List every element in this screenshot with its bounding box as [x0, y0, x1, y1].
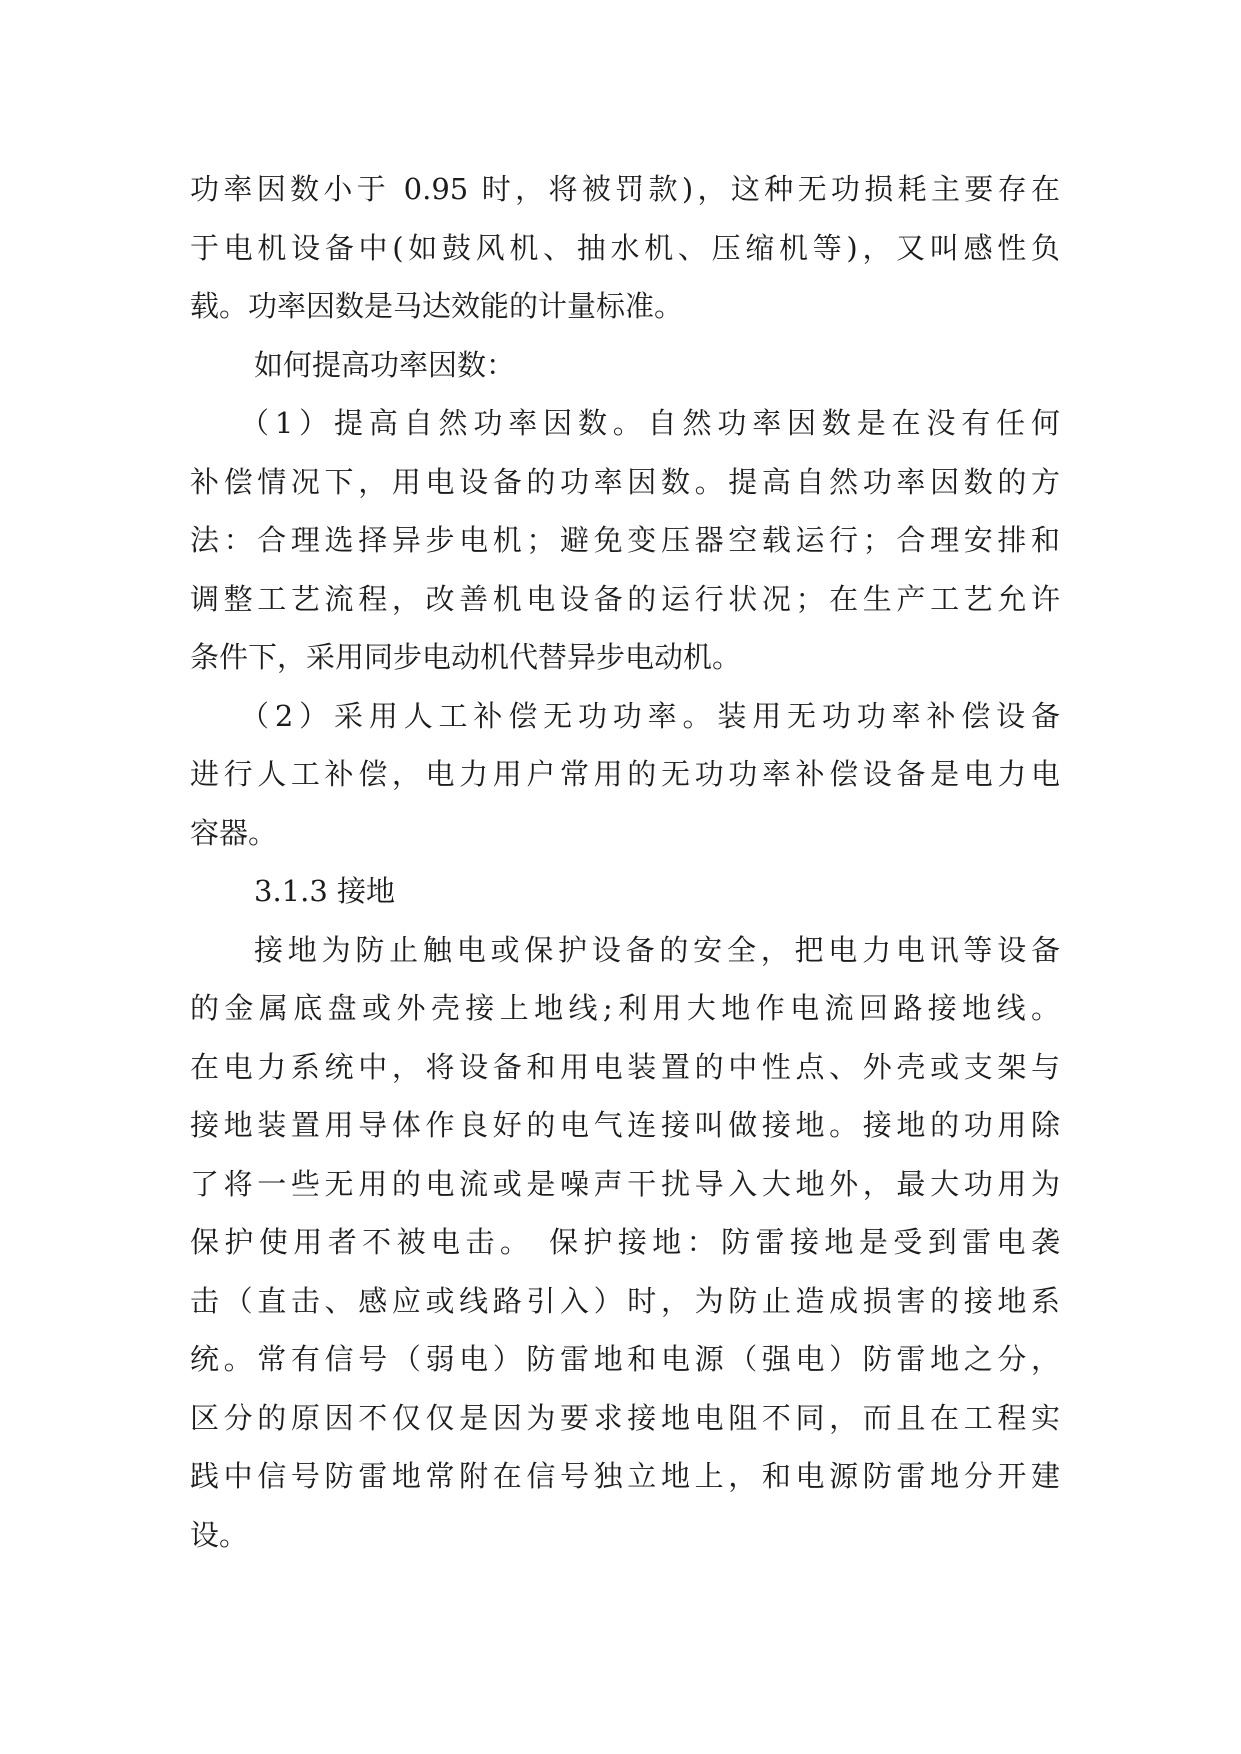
text-line: 容器。	[190, 815, 278, 850]
text-line: 了将一些无用的电流或是噪声干扰导入大地外，最大功用为	[190, 1166, 1060, 1201]
text-line: 进行人工补偿，电力用户常用的无功功率补偿设备是电力电	[190, 757, 1060, 791]
text-line: 如何提高功率因数：	[254, 347, 516, 382]
text-line: 击（直击、感应或线路引入）时，为防止造成损害的接地系	[190, 1283, 1060, 1318]
text-line: 条件下，采用同步电动机代替异步电动机。	[190, 640, 742, 674]
text-line: 的金属底盘或外壳接上地线;利用大地作电流回路接地线。	[190, 991, 1060, 1025]
text-line: 设。	[190, 1517, 249, 1552]
section-heading: 3.1.3 接地	[254, 874, 396, 908]
text-line: 调整工艺流程，改善机电设备的运行状况；在生产工艺允许	[190, 581, 1060, 616]
text-line: （2）采用人工补偿无功功率。装用无功功率补偿设备	[240, 698, 1060, 733]
text-line: 区分的原因不仅仅是因为要求接地电阻不同，而且在工程实	[190, 1400, 1060, 1435]
text-line: 法：合理选择异步电机；避免变压器空载运行；合理安排和	[190, 523, 1060, 557]
body-text	[190, 160, 1060, 1564]
text-line: 于电机设备中(如鼓风机、抽水机、压缩机等)，又叫感性负	[190, 230, 1060, 265]
text-line: 功率因数小于 0.95 时，将被罚款)，这种无功损耗主要存在	[190, 172, 1060, 206]
text-line: 统。常有信号（弱电）防雷地和电源（强电）防雷地之分，	[190, 1342, 1060, 1376]
text-line: （1）提高自然功率因数。自然功率因数是在没有任何	[240, 406, 1060, 440]
text-line: 保护使用者不被电击。 保护接地：防雷接地是受到雷电袭	[190, 1225, 1060, 1259]
text-line: 载。功率因数是马达效能的计量标准。	[190, 289, 684, 323]
text-line: 补偿情况下，用电设备的功率因数。提高自然功率因数的方	[190, 464, 1060, 499]
text-line: 接地为防止触电或保护设备的安全，把电力电讯等设备	[254, 932, 1060, 967]
text-line: 接地装置用导体作良好的电气连接叫做接地。接地的功用除	[190, 1108, 1060, 1142]
text-line: 在电力系统中，将设备和用电装置的中性点、外壳或支架与	[190, 1049, 1060, 1084]
text-line: 践中信号防雷地常附在信号独立地上，和电源防雷地分开建	[190, 1459, 1060, 1493]
